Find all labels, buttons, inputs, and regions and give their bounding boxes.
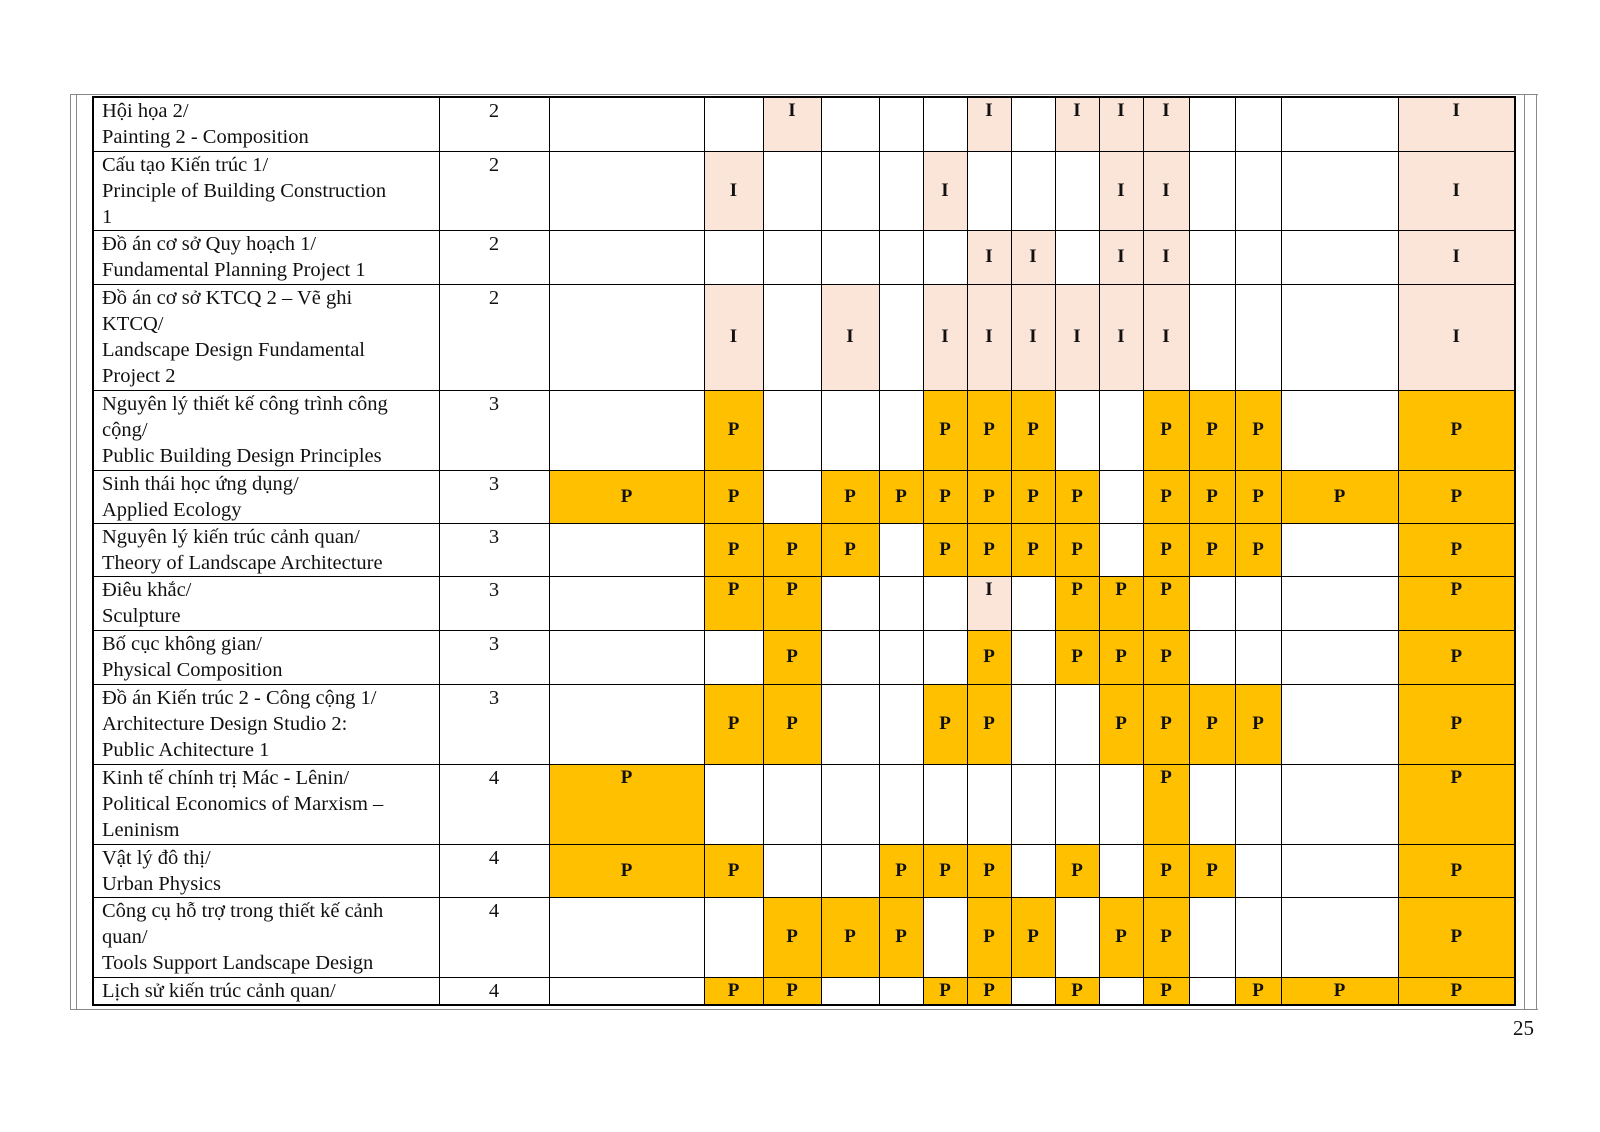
outcome-cell: [821, 844, 879, 897]
course-name-line: Nguyên lý thiết kế công trình công: [102, 392, 388, 415]
course-name-line: Project 2: [102, 364, 176, 387]
table-row: [93, 576, 1515, 630]
outcome-cell: [923, 576, 967, 630]
outcome-cell: [1055, 764, 1099, 844]
outcome-cell: [549, 684, 704, 764]
outcome-cell: P: [1398, 977, 1515, 1005]
outcome-cell: P: [967, 684, 1011, 764]
outcome-cell: P: [923, 977, 967, 1005]
course-name-line: Công cụ hỗ trợ trong thiết kế cảnh: [102, 899, 384, 922]
outcome-cell: P: [1398, 684, 1515, 764]
outcome-cell: [967, 764, 1011, 844]
outcome-cell: P: [1011, 390, 1055, 470]
outcome-cell: [1281, 230, 1398, 284]
course-credit-cell: 4: [439, 977, 549, 1005]
outcome-cell: P: [1055, 977, 1099, 1005]
outcome-cell: I: [1398, 284, 1515, 390]
course-name-line: KTCQ/: [102, 312, 164, 335]
table-row: [93, 630, 1515, 684]
outcome-cell: [879, 151, 923, 230]
outcome-cell: P: [763, 897, 821, 977]
outcome-cell: P: [704, 977, 763, 1005]
outcome-cell: [1189, 630, 1235, 684]
outcome-cell: [879, 97, 923, 151]
outcome-cell: [549, 230, 704, 284]
outcome-cell: [1055, 684, 1099, 764]
course-credit-cell: 4: [439, 844, 549, 897]
outcome-cell: P: [1055, 576, 1099, 630]
outcome-cell: P: [763, 684, 821, 764]
outcome-cell: P: [1099, 630, 1143, 684]
outcome-cell: I: [1398, 230, 1515, 284]
outcome-cell: P: [967, 844, 1011, 897]
outcome-cell: [1281, 764, 1398, 844]
outcome-cell: [1235, 844, 1281, 897]
course-name-line: Tools Support Landscape Design: [102, 951, 374, 974]
outcome-cell: [879, 576, 923, 630]
outcome-cell: [821, 390, 879, 470]
course-name-line: Landscape Design Fundamental: [102, 338, 366, 361]
course-credit-cell: 3: [439, 523, 549, 576]
frame-top-line: [70, 94, 1538, 95]
outcome-cell: [1011, 844, 1055, 897]
outcome-cell: [879, 764, 923, 844]
table-row: [93, 470, 1515, 523]
course-name-cell: [93, 977, 439, 1005]
outcome-cell: I: [1011, 230, 1055, 284]
outcome-cell: [549, 630, 704, 684]
outcome-cell: [1235, 230, 1281, 284]
outcome-cell: [1011, 630, 1055, 684]
outcome-cell: [1011, 684, 1055, 764]
outcome-cell: [1281, 576, 1398, 630]
outcome-cell: P: [1189, 470, 1235, 523]
outcome-cell: P: [1235, 977, 1281, 1005]
outcome-cell: [549, 523, 704, 576]
outcome-cell: [1281, 897, 1398, 977]
outcome-cell: [1189, 897, 1235, 977]
course-credit-cell: 2: [439, 284, 549, 390]
outcome-cell: P: [1189, 684, 1235, 764]
outcome-cell: P: [821, 897, 879, 977]
table-row: [93, 844, 1515, 897]
outcome-cell: [879, 684, 923, 764]
outcome-cell: [1235, 897, 1281, 977]
outcome-cell: P: [967, 897, 1011, 977]
frame-right-line-outer: [1536, 94, 1537, 1010]
table-row: [93, 230, 1515, 284]
outcome-cell: [1099, 390, 1143, 470]
outcome-cell: [879, 630, 923, 684]
course-credit-cell: 2: [439, 97, 549, 151]
course-credit-cell: 4: [439, 764, 549, 844]
outcome-cell: [923, 97, 967, 151]
outcome-cell: P: [1143, 470, 1189, 523]
outcome-cell: P: [763, 523, 821, 576]
outcome-cell: P: [1398, 764, 1515, 844]
outcome-cell: [1235, 630, 1281, 684]
outcome-cell: I: [923, 284, 967, 390]
outcome-cell: P: [879, 897, 923, 977]
course-credit-cell: 3: [439, 630, 549, 684]
outcome-cell: P: [1011, 897, 1055, 977]
course-credit-cell: 2: [439, 151, 549, 230]
frame-left-line-outer: [70, 94, 71, 1010]
outcome-cell: P: [763, 977, 821, 1005]
course-name-line: Đồ án Kiến trúc 2 - Công cộng 1/: [102, 686, 377, 709]
course-name-line: Leninism: [102, 818, 180, 841]
outcome-cell: P: [1189, 844, 1235, 897]
outcome-cell: [1055, 897, 1099, 977]
outcome-cell: I: [1055, 284, 1099, 390]
outcome-cell: [1189, 151, 1235, 230]
outcome-cell: P: [1398, 897, 1515, 977]
outcome-cell: I: [1143, 230, 1189, 284]
outcome-cell: [821, 764, 879, 844]
outcome-cell: P: [1143, 523, 1189, 576]
course-name-cell: [93, 684, 439, 764]
outcome-cell: P: [1189, 523, 1235, 576]
course-name-line: Nguyên lý kiến trúc cảnh quan/: [102, 525, 360, 548]
outcome-cell: [1281, 684, 1398, 764]
table-row: [93, 151, 1515, 230]
outcome-cell: P: [1281, 470, 1398, 523]
outcome-cell: P: [549, 470, 704, 523]
outcome-cell: I: [967, 284, 1011, 390]
outcome-cell: P: [1099, 576, 1143, 630]
outcome-cell: [704, 97, 763, 151]
outcome-cell: [549, 390, 704, 470]
outcome-cell: P: [704, 684, 763, 764]
course-name-cell: [93, 151, 439, 230]
outcome-cell: I: [923, 151, 967, 230]
outcome-cell: P: [1055, 844, 1099, 897]
course-name-cell: [93, 284, 439, 390]
outcome-cell: I: [1011, 284, 1055, 390]
outcome-cell: [704, 630, 763, 684]
outcome-cell: [1099, 844, 1143, 897]
outcome-cell: [967, 151, 1011, 230]
outcome-cell: [549, 977, 704, 1005]
outcome-cell: P: [1398, 390, 1515, 470]
outcome-cell: [1055, 230, 1099, 284]
outcome-cell: P: [1143, 897, 1189, 977]
outcome-cell: P: [1143, 844, 1189, 897]
frame-bottom-line: [70, 1009, 1538, 1010]
outcome-cell: P: [1235, 470, 1281, 523]
outcome-cell: P: [1398, 523, 1515, 576]
outcome-cell: [1011, 764, 1055, 844]
course-name-cell: [93, 523, 439, 576]
course-name-line: Vật lý đô thị/: [102, 846, 211, 869]
outcome-cell: [1099, 470, 1143, 523]
outcome-cell: I: [1143, 284, 1189, 390]
outcome-cell: P: [1189, 390, 1235, 470]
course-name-line: Painting 2 - Composition: [102, 126, 309, 148]
course-name-line: 1: [102, 205, 113, 228]
outcome-cell: I: [1099, 230, 1143, 284]
outcome-cell: [821, 97, 879, 151]
outcome-cell: [1281, 151, 1398, 230]
outcome-cell: I: [763, 97, 821, 151]
course-name-line: Urban Physics: [102, 872, 222, 895]
outcome-cell: P: [967, 977, 1011, 1005]
outcome-cell: [923, 897, 967, 977]
outcome-cell: P: [1143, 977, 1189, 1005]
outcome-cell: P: [1398, 576, 1515, 630]
outcome-cell: I: [1099, 151, 1143, 230]
outcome-cell: [1189, 284, 1235, 390]
course-name-cell: [93, 897, 439, 977]
outcome-cell: I: [1099, 97, 1143, 151]
course-name-cell: [93, 576, 439, 630]
outcome-cell: [821, 576, 879, 630]
course-name-cell: [93, 470, 439, 523]
outcome-cell: I: [1398, 97, 1515, 151]
outcome-cell: [763, 151, 821, 230]
frame-right-line-inner: [1524, 94, 1525, 1010]
outcome-cell: P: [1143, 630, 1189, 684]
outcome-cell: P: [704, 390, 763, 470]
course-name-line: Political Economics of Marxism –: [102, 792, 384, 815]
course-credit-cell: 3: [439, 576, 549, 630]
outcome-cell: [1011, 97, 1055, 151]
outcome-cell: P: [1011, 470, 1055, 523]
outcome-cell: P: [879, 470, 923, 523]
outcome-cell: [879, 523, 923, 576]
course-credit-cell: 2: [439, 230, 549, 284]
course-name-line: Applied Ecology: [102, 498, 242, 521]
outcome-cell: I: [1099, 284, 1143, 390]
outcome-cell: P: [1055, 630, 1099, 684]
outcome-cell: [1055, 151, 1099, 230]
outcome-cell: I: [1143, 97, 1189, 151]
outcome-cell: I: [1055, 97, 1099, 151]
outcome-cell: I: [704, 151, 763, 230]
course-name-line: Bố cục không gian/: [102, 632, 262, 655]
course-credit-cell: 3: [439, 470, 549, 523]
outcome-cell: P: [704, 576, 763, 630]
outcome-cell: P: [923, 844, 967, 897]
outcome-cell: [763, 764, 821, 844]
outcome-cell: P: [704, 523, 763, 576]
course-name-cell: [93, 390, 439, 470]
outcome-cell: P: [704, 844, 763, 897]
outcome-cell: I: [1143, 151, 1189, 230]
outcome-cell: [1099, 977, 1143, 1005]
outcome-cell: [1281, 844, 1398, 897]
outcome-cell: [1189, 764, 1235, 844]
outcome-cell: P: [1143, 576, 1189, 630]
outcome-cell: I: [704, 284, 763, 390]
outcome-cell: [1011, 151, 1055, 230]
outcome-cell: I: [967, 576, 1011, 630]
course-name-line: Đồ án cơ sở Quy hoạch 1/: [102, 232, 317, 255]
outcome-cell: [704, 230, 763, 284]
course-name-line: Public Building Design Principles: [102, 444, 382, 467]
outcome-cell: P: [763, 630, 821, 684]
course-name-line: quan/: [102, 925, 148, 948]
outcome-cell: [1189, 576, 1235, 630]
outcome-cell: P: [1235, 523, 1281, 576]
course-name-line: Public Achitecture 1: [102, 738, 270, 761]
outcome-cell: [1189, 977, 1235, 1005]
outcome-cell: [923, 630, 967, 684]
course-name-line: Cấu tạo Kiến trúc 1/: [102, 153, 269, 176]
outcome-cell: [549, 576, 704, 630]
outcome-cell: [549, 151, 704, 230]
course-name-line: Principle of Building Construction: [102, 179, 387, 202]
outcome-cell: [821, 230, 879, 284]
course-name-line: Architecture Design Studio 2:: [102, 712, 348, 735]
outcome-cell: [879, 230, 923, 284]
outcome-cell: P: [1011, 523, 1055, 576]
outcome-cell: [763, 284, 821, 390]
curriculum-matrix-table: [92, 96, 1516, 1006]
outcome-cell: [1281, 97, 1398, 151]
outcome-cell: [1235, 764, 1281, 844]
course-name-line: Điêu khắc/: [102, 578, 192, 601]
outcome-cell: [1189, 230, 1235, 284]
table-row: [93, 390, 1515, 470]
course-credit-cell: 3: [439, 390, 549, 470]
outcome-cell: P: [923, 684, 967, 764]
outcome-cell: P: [549, 844, 704, 897]
outcome-cell: P: [923, 470, 967, 523]
outcome-cell: P: [821, 523, 879, 576]
outcome-cell: [763, 844, 821, 897]
outcome-cell: I: [821, 284, 879, 390]
outcome-cell: [1055, 390, 1099, 470]
table-row: [93, 523, 1515, 576]
course-name-line: Hội họa 2/: [102, 100, 189, 122]
outcome-cell: [923, 230, 967, 284]
outcome-cell: [1099, 764, 1143, 844]
outcome-cell: P: [1055, 470, 1099, 523]
outcome-cell: P: [1055, 523, 1099, 576]
outcome-cell: [821, 684, 879, 764]
outcome-cell: [1281, 284, 1398, 390]
course-credit-cell: 4: [439, 897, 549, 977]
outcome-cell: P: [821, 470, 879, 523]
outcome-cell: I: [1398, 151, 1515, 230]
outcome-cell: [1281, 630, 1398, 684]
outcome-cell: P: [1143, 684, 1189, 764]
outcome-cell: [879, 977, 923, 1005]
outcome-cell: P: [923, 523, 967, 576]
table-row: [93, 684, 1515, 764]
outcome-cell: [1235, 284, 1281, 390]
outcome-cell: [1011, 977, 1055, 1005]
table-row: [93, 284, 1515, 390]
outcome-cell: [549, 284, 704, 390]
outcome-cell: [821, 977, 879, 1005]
course-name-line: Fundamental Planning Project 1: [102, 258, 366, 281]
outcome-cell: [879, 390, 923, 470]
outcome-cell: P: [1143, 390, 1189, 470]
table-row: [93, 977, 1515, 1005]
outcome-cell: [1189, 97, 1235, 151]
outcome-cell: P: [1143, 764, 1189, 844]
outcome-cell: P: [967, 390, 1011, 470]
outcome-cell: P: [1235, 684, 1281, 764]
course-name-cell: [93, 97, 439, 151]
course-credit-cell: 3: [439, 684, 549, 764]
course-name-cell: [93, 630, 439, 684]
table-row: [93, 764, 1515, 844]
outcome-cell: [704, 764, 763, 844]
outcome-cell: P: [1281, 977, 1398, 1005]
outcome-cell: P: [1099, 684, 1143, 764]
course-name-line: Sculpture: [102, 604, 181, 627]
outcome-cell: [923, 764, 967, 844]
outcome-cell: [879, 284, 923, 390]
outcome-cell: P: [923, 390, 967, 470]
outcome-cell: [549, 897, 704, 977]
outcome-cell: P: [967, 630, 1011, 684]
outcome-cell: [1235, 151, 1281, 230]
course-name-line: Physical Composition: [102, 658, 283, 681]
outcome-cell: [821, 630, 879, 684]
outcome-cell: P: [1099, 897, 1143, 977]
outcome-cell: [704, 897, 763, 977]
outcome-cell: P: [549, 764, 704, 844]
frame-left-line-inner: [76, 94, 77, 1010]
course-name-cell: [93, 764, 439, 844]
outcome-cell: P: [1398, 844, 1515, 897]
outcome-cell: [1011, 576, 1055, 630]
course-name-line: Sinh thái học ứng dụng/: [102, 472, 299, 495]
outcome-cell: P: [967, 470, 1011, 523]
outcome-cell: I: [967, 230, 1011, 284]
course-name-line: Kinh tế chính trị Mác - Lênin/: [102, 766, 350, 789]
outcome-cell: P: [967, 523, 1011, 576]
course-name-line: cộng/: [102, 418, 148, 441]
course-name-line: Theory of Landscape Architecture: [102, 551, 383, 574]
table-row: [93, 97, 1515, 151]
course-name-line: Lịch sử kiến trúc cảnh quan/: [102, 979, 336, 1002]
outcome-cell: [763, 230, 821, 284]
course-name-cell: [93, 230, 439, 284]
outcome-cell: [1235, 97, 1281, 151]
outcome-cell: [763, 470, 821, 523]
outcome-cell: I: [967, 97, 1011, 151]
outcome-cell: P: [1398, 630, 1515, 684]
outcome-cell: [1235, 576, 1281, 630]
outcome-cell: [1099, 523, 1143, 576]
outcome-cell: [1281, 523, 1398, 576]
outcome-cell: [549, 97, 704, 151]
outcome-cell: [1281, 390, 1398, 470]
outcome-cell: [821, 151, 879, 230]
outcome-cell: P: [1398, 470, 1515, 523]
table-row: [93, 897, 1515, 977]
outcome-cell: P: [879, 844, 923, 897]
course-name-line: Đồ án cơ sở KTCQ 2 – Vẽ ghi: [102, 286, 353, 309]
outcome-cell: P: [763, 576, 821, 630]
outcome-cell: [763, 390, 821, 470]
outcome-cell: P: [704, 470, 763, 523]
outcome-cell: P: [1235, 390, 1281, 470]
course-name-cell: [93, 844, 439, 897]
page-number: 25: [1513, 1016, 1534, 1040]
